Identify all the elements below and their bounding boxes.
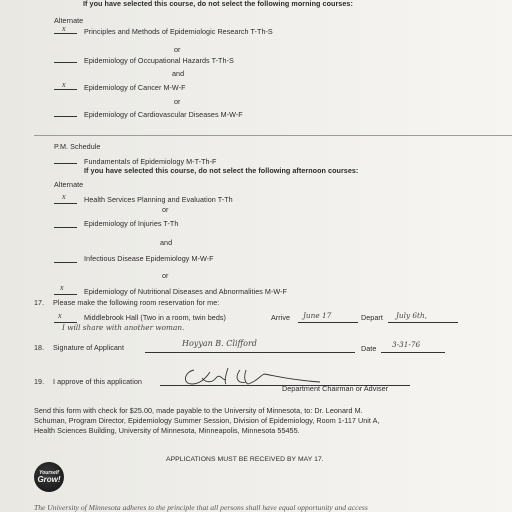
item-17-number: 17. xyxy=(34,298,45,307)
course-option: Epidemiology of Nutritional Diseases and Abnormalities M-W-F xyxy=(84,287,287,296)
connector-and: and xyxy=(172,69,185,78)
room-reservation-text: Please make the following room reservation for me: xyxy=(53,298,220,307)
morning-instruction: If you have selected this course, do not select the following morning courses: xyxy=(83,0,353,8)
pm-schedule-heading: P.M. Schedule xyxy=(54,142,101,151)
depart-label: Depart xyxy=(361,313,383,322)
checkbox-blank[interactable] xyxy=(54,262,77,263)
pm-alternate-label: Alternate xyxy=(54,180,84,189)
pm-main-course: Fundamentals of Epidemiology M-T-Th-F xyxy=(84,157,217,166)
checkbox-blank[interactable] xyxy=(54,227,77,228)
send-instructions-line: Health Sciences Building, University of Minnesota, Minneapolis, Minnesota 55455. xyxy=(34,426,300,435)
course-option: Health Services Planning and Evaluation T-Th xyxy=(84,195,233,204)
checkbox-blank[interactable] xyxy=(54,116,77,117)
morning-alternate-label: Alternate xyxy=(54,16,84,25)
room-option: Middlebrook Hall (Two in a room, twin beds) xyxy=(84,313,226,322)
connector-or: or xyxy=(162,205,169,214)
arrive-field[interactable] xyxy=(298,322,358,323)
checkmark: x xyxy=(60,283,64,292)
course-option: Infectious Disease Epidemiology M-W-F xyxy=(84,254,214,263)
course-option: Epidemiology of Cardiovascular Diseases M-W-F xyxy=(84,110,243,119)
footer-equal-opportunity: The University of Minnesota adheres to the principle that all persons shall have equal opportunity and access xyxy=(34,503,368,512)
date-value: 3-31-76 xyxy=(392,340,421,349)
course-option: Principles and Methods of Epidemiologic Research T-Th-S xyxy=(84,27,273,36)
connector-or: or xyxy=(174,97,181,106)
depart-value: July 6th, xyxy=(396,311,427,320)
item-19-number: 19. xyxy=(34,377,45,386)
section-divider xyxy=(34,135,512,136)
checkmark: x xyxy=(62,24,66,33)
checkmark: x xyxy=(62,80,66,89)
date-label: Date xyxy=(361,344,377,353)
deadline-notice: APPLICATIONS MUST BE RECEIVED BY MAY 17. xyxy=(166,456,324,463)
pm-instruction: If you have selected this course, do not select the following afternoon courses: xyxy=(84,166,359,175)
course-option: Epidemiology of Occupational Hazards T-Th-S xyxy=(84,56,234,65)
depart-field[interactable] xyxy=(388,322,458,323)
handwritten-note: I will share with another woman. xyxy=(62,323,185,332)
logo-text: Yourself xyxy=(39,470,59,476)
signature-label: Signature of Applicant xyxy=(53,343,125,352)
arrive-label: Arrive xyxy=(271,313,291,322)
send-instructions-line: Schuman, Program Director, Epidemiology Summer Session, Division of Epidemiology, Room 1-117 Unit A, xyxy=(34,416,380,425)
grow-yourself-logo xyxy=(34,462,64,492)
checkbox-blank[interactable] xyxy=(54,89,77,90)
item-18-number: 18. xyxy=(34,343,45,352)
approver-role: Department Chairman or Adviser xyxy=(282,384,389,393)
arrive-value: June 17 xyxy=(303,311,332,320)
checkmark: x xyxy=(58,311,62,320)
approval-label: I approve of this application xyxy=(53,377,142,386)
applicant-signature: Hoyyan B. Clifford xyxy=(182,339,257,348)
signature-field[interactable] xyxy=(145,352,355,353)
course-option: Epidemiology of Injuries T-Th xyxy=(84,219,179,228)
date-field[interactable] xyxy=(381,352,445,353)
checkmark: x xyxy=(62,192,66,201)
checkbox-blank[interactable] xyxy=(54,62,77,63)
send-instructions-line: Send this form with check for $25.00, made payable to the University of Minnesota, to: Dr. Leonard M. xyxy=(34,406,363,415)
checkbox-blank[interactable] xyxy=(54,203,77,204)
connector-and: and xyxy=(160,238,173,247)
checkbox-blank[interactable] xyxy=(54,163,77,164)
course-option: Epidemiology of Cancer M-W-F xyxy=(84,83,186,92)
connector-or: or xyxy=(174,45,181,54)
logo-text: Grow! xyxy=(37,475,61,484)
connector-or: or xyxy=(162,271,169,280)
checkbox-blank[interactable] xyxy=(54,33,77,34)
checkbox-blank[interactable] xyxy=(54,294,77,295)
